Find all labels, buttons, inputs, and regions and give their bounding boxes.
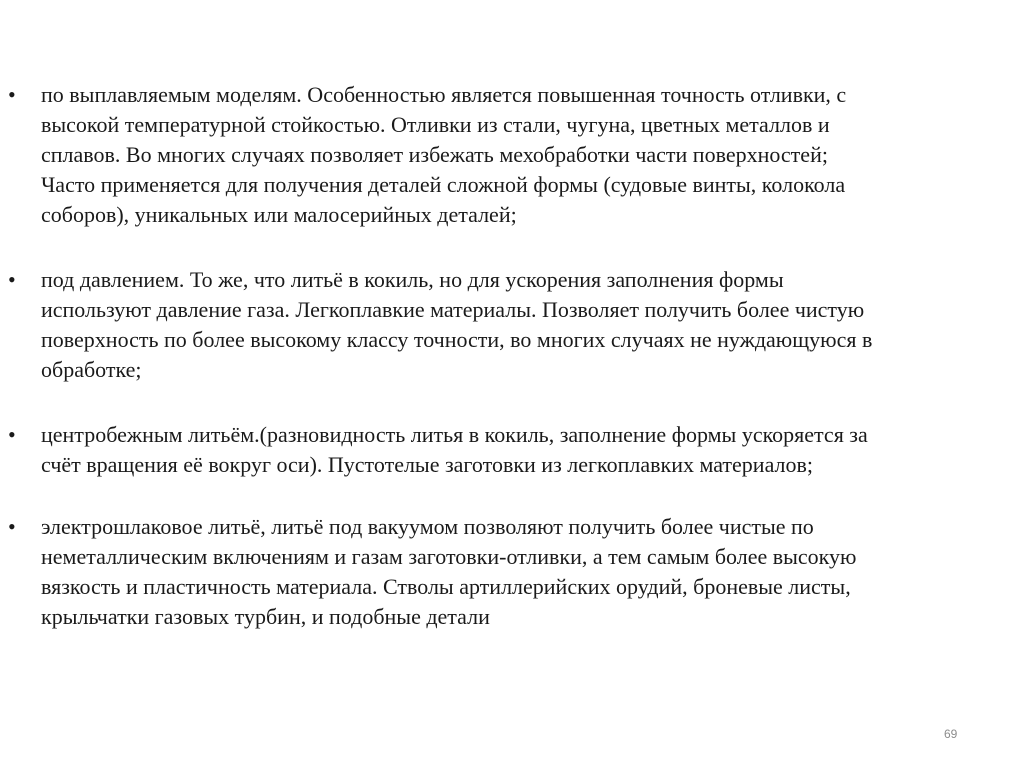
bullet-dot-icon: • [8, 267, 16, 292]
bullet-text-line: центробежным литьём.(разновидность литья в кокиль, заполнение формы ускоряется за [41, 422, 868, 447]
bullet-text-line: электрошлаковое литьё, литьё под вакуумом позволяют получить более чистые по [41, 514, 814, 539]
bullet-dot-icon: • [8, 514, 16, 539]
bullet-dot-icon: • [8, 422, 16, 447]
bullet-text-line: сплавов. Во многих случаях позволяет избежать мехобработки части поверхностей; [41, 142, 828, 167]
bullet-dot-icon: • [8, 82, 16, 107]
bullet-text-line: крыльчатки газовых турбин, и подобные детали [41, 604, 490, 629]
bullet-text-line: вязкость и пластичность материала. Стволы артиллерийских орудий, броневые листы, [41, 574, 851, 599]
bullet-text-line: соборов), уникальных или малосерийных деталей; [41, 202, 517, 227]
page-number: 69 [944, 727, 958, 741]
bullet-text-line: неметаллическим включениям и газам заготовки-отливки, а тем самым более высокую [41, 544, 857, 569]
bullet-text-line: по выплавляемым моделям. Особенностью является повышенная точность отливки, с [41, 82, 847, 107]
bullet-text-line: счёт вращения её вокруг оси). Пустотелые заготовки из легкоплавких материалов; [41, 452, 814, 477]
bullet-text-line: используют давление газа. Легкоплавкие материалы. Позволяет получить более чистую [41, 297, 865, 322]
bullet-text-line: обработке; [41, 357, 142, 382]
bullet-text-line: под давлением. То же, что литьё в кокиль, но для ускорения заполнения формы [41, 267, 784, 292]
bullet-text-line: высокой температурной стойкостью. Отливки из стали, чугуна, цветных металлов и [41, 112, 830, 137]
bullet-text-line: поверхность по более высокому классу точности, во многих случаях не нуждающуюся в [41, 327, 873, 352]
bullet-text-line: Часто применяется для получения деталей сложной формы (судовые винты, колокола [41, 172, 846, 197]
